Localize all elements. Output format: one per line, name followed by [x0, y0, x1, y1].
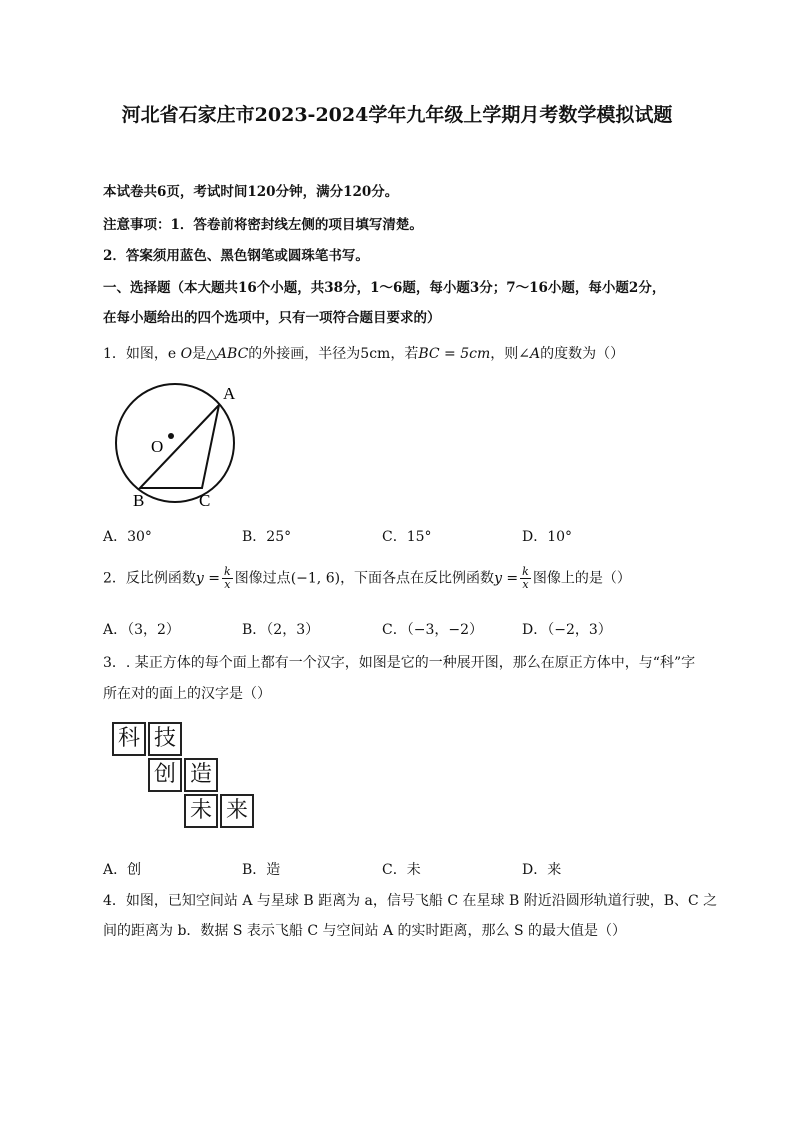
- label-B: B: [133, 491, 145, 510]
- question-1: [103, 343, 624, 363]
- label-O: O: [151, 437, 164, 456]
- center-point: [168, 433, 174, 439]
- q1-option-c: C．15°: [382, 529, 432, 545]
- q1-circle-figure: [105, 380, 255, 515]
- net-cell-1: 科: [112, 722, 146, 756]
- net-cell-4: 造: [184, 758, 218, 792]
- q1-option-d: D．10°: [522, 529, 573, 545]
- q1-triangle: △ABC: [206, 346, 249, 362]
- q1-circle-symbol: e: [167, 346, 177, 362]
- q2-option-d: D．（−2，3）: [522, 622, 612, 638]
- q2-text-4: 图像上的是（）: [532, 570, 631, 587]
- notice-2: 2．答案须用蓝色、黑色钢笔或圆珠笔书写。: [103, 248, 369, 264]
- question-3: 3．. 某正方体的每个面上都有一个汉字，如图是它的一种展开图，那么在原正方体中，与“科”字: [103, 655, 696, 671]
- section-heading: 一、选择题（本大题共16个小题，共38分，1～6题，每小题3分；7～16小题，每小题2分，: [103, 280, 666, 296]
- q1-O: O: [180, 346, 193, 362]
- q1-text-1: 1．如图，: [103, 346, 168, 362]
- q2-point: (−1, 6): [290, 570, 341, 587]
- q1-option-b: B．25°: [242, 529, 292, 545]
- q1-text-3: 的外接画，半径为5cm，若: [248, 346, 419, 362]
- q2-y-2: y =: [494, 570, 519, 587]
- page-title: 河北省石家庄市2023-2024学年九年级上学期月考数学模拟试题: [121, 104, 673, 126]
- net-cell-6: 来: [220, 794, 254, 828]
- label-C: C: [199, 491, 211, 510]
- q2-text-1: 2．反比例函数: [103, 570, 196, 587]
- notice-1: 注意事项：1．答卷前将密封线左侧的项目填写清楚。: [103, 217, 423, 233]
- q1-angle: ∠A: [518, 346, 541, 362]
- net-cell-5: 未: [184, 794, 218, 828]
- exam-info: 本试卷共6页，考试时间120分钟，满分120分。: [103, 184, 399, 200]
- q2-k-2: k: [522, 565, 529, 578]
- q3-option-b: B．造: [242, 862, 281, 878]
- q2-text-2: 图像过点: [234, 570, 291, 587]
- q3-option-d: D．来: [522, 862, 562, 878]
- q1-text-5: 的度数为（）: [540, 346, 625, 362]
- circle-outline: [116, 384, 234, 502]
- q3-option-c: C．未: [382, 862, 421, 878]
- section-heading-cont: 在每小题给出的四个选项中，只有一项符合题目要求的）: [103, 310, 441, 326]
- q2-fraction-2: [520, 566, 531, 591]
- q2-y: y =: [195, 570, 221, 587]
- q1-bc: BC = 5cm: [418, 346, 491, 362]
- q2-fraction: [222, 566, 233, 591]
- q3-option-a: A．创: [103, 862, 142, 878]
- q2-option-c: C．（−3，−2）: [382, 622, 483, 638]
- q2-option-b: B．（2，3）: [242, 622, 320, 638]
- q2-x-2: x: [522, 578, 529, 591]
- q1-option-a: A．30°: [103, 529, 152, 545]
- question-4-cont: 间的距离为 b．数据 S 表示飞船 C 与空间站 A 的实时距离，那么 S 的最大值是（）: [103, 923, 627, 939]
- net-cell-3: 创: [148, 758, 182, 792]
- q2-k: k: [224, 565, 231, 578]
- q2-x: x: [224, 578, 231, 591]
- question-2: [103, 566, 631, 591]
- label-A: A: [223, 384, 236, 403]
- net-cell-2: 技: [148, 722, 182, 756]
- question-3-cont: 所在对的面上的汉字是（）: [103, 686, 271, 702]
- q2-option-a: A．（3，2）: [103, 622, 180, 638]
- q1-text-4: ，则: [490, 346, 519, 362]
- question-4: 4．如图，已知空间站 A 与星球 B 距离为 a，信号飞船 C 在星球 B 附近沿圆形轨道行驶，B、C 之: [103, 893, 718, 909]
- q1-text-2: 是: [192, 346, 207, 362]
- q2-text-3: ，下面各点在反比例函数: [340, 570, 495, 587]
